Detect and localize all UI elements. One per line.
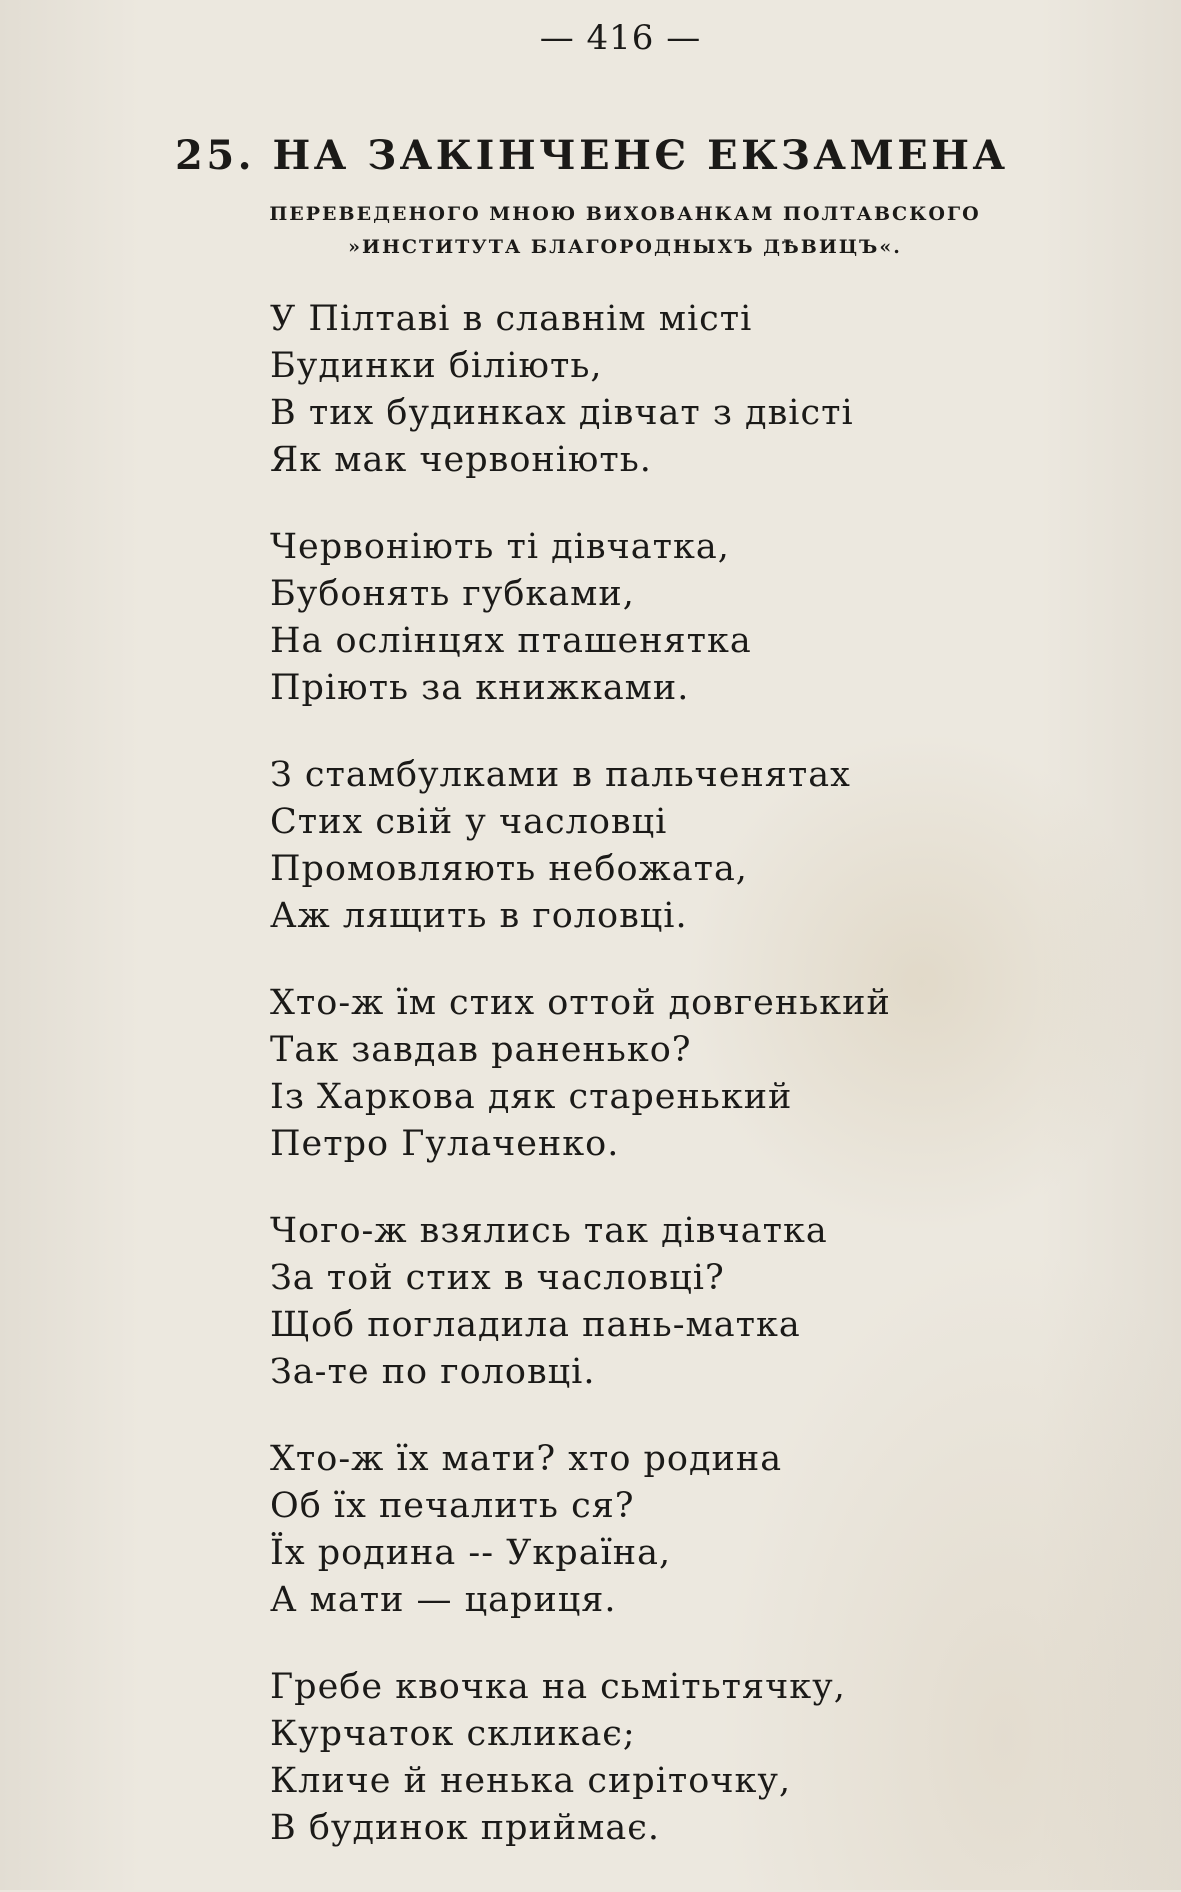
poem-line: Чого-ж взялись так дівчатка xyxy=(270,1211,828,1251)
poem-line: Бубонять губками, xyxy=(270,574,635,614)
stanza-7 xyxy=(270,1664,1070,1852)
poem-line: За-те по головці. xyxy=(270,1352,596,1392)
poem-title: 25. НА ЗАКІНЧЕНЄ ЕКЗАМЕНА xyxy=(175,132,1009,179)
poem-line: Пріють за книжками. xyxy=(270,668,690,708)
page-number: — 416 — xyxy=(539,18,702,58)
poem-line: В тих будинках дівчат з двісті xyxy=(270,393,854,433)
poem-line: Стих свій у часловці xyxy=(270,802,668,842)
poem-line: На ослінцях пташенятка xyxy=(270,621,752,661)
poem-line: Петро Гулаченко. xyxy=(270,1124,620,1164)
poem-line: Хто-ж їм стих оттой довгенький xyxy=(270,983,891,1023)
poem-dedication-line-2: »ИНСТИТУТА БЛАГОРОДНЫХЪ ДѢВИЦЪ«. xyxy=(348,236,902,258)
poem-dedication-line-1: ПЕРЕВЕДЕНОГО МНОЮ ВИХОВАНКАМ ПОЛТАВСКОГО xyxy=(269,203,981,225)
poem-line: Кличе й ненька сиріточку, xyxy=(270,1761,792,1801)
poem-line: Їх родина -- Україна, xyxy=(270,1533,672,1573)
poem-line: Аж лящить в головці. xyxy=(270,896,688,936)
poem-line: Червоніють ті дівчатка, xyxy=(270,527,730,567)
stanza-1 xyxy=(270,296,1070,484)
stanza-2 xyxy=(270,524,1070,712)
poem-line: Щоб погладила пань-матка xyxy=(270,1305,801,1345)
poem-line: Із Харкова дяк старенький xyxy=(270,1077,793,1117)
stanza-4 xyxy=(270,980,1070,1168)
poem-line: Будинки біліють, xyxy=(270,346,603,386)
poem-line: Гребе квочка на сьмітьтячку, xyxy=(270,1667,846,1707)
stanza-6 xyxy=(270,1436,1070,1624)
poem-line: Як мак червоніють. xyxy=(270,440,652,480)
stanza-5 xyxy=(270,1208,1070,1396)
poem-body xyxy=(270,296,1070,1892)
poem-line: З стамбулками в пальченятах xyxy=(270,755,851,795)
poem-line: Об їх печалить ся? xyxy=(270,1486,635,1526)
poem-line: Курчаток скликає; xyxy=(270,1714,636,1754)
stanza-3 xyxy=(270,752,1070,940)
poem-line: Промовляють небожата, xyxy=(270,849,748,889)
poem-line: Хто-ж їх мати? хто родина xyxy=(270,1439,783,1479)
poem-line: Так завдав раненько? xyxy=(270,1030,692,1070)
poem-line: А мати — цариця. xyxy=(270,1580,617,1620)
poem-line: За той стих в часловці? xyxy=(270,1258,725,1298)
poem-line: У Пілтаві в славнім місті xyxy=(270,299,753,339)
poem-line: В будинок приймає. xyxy=(270,1808,660,1848)
